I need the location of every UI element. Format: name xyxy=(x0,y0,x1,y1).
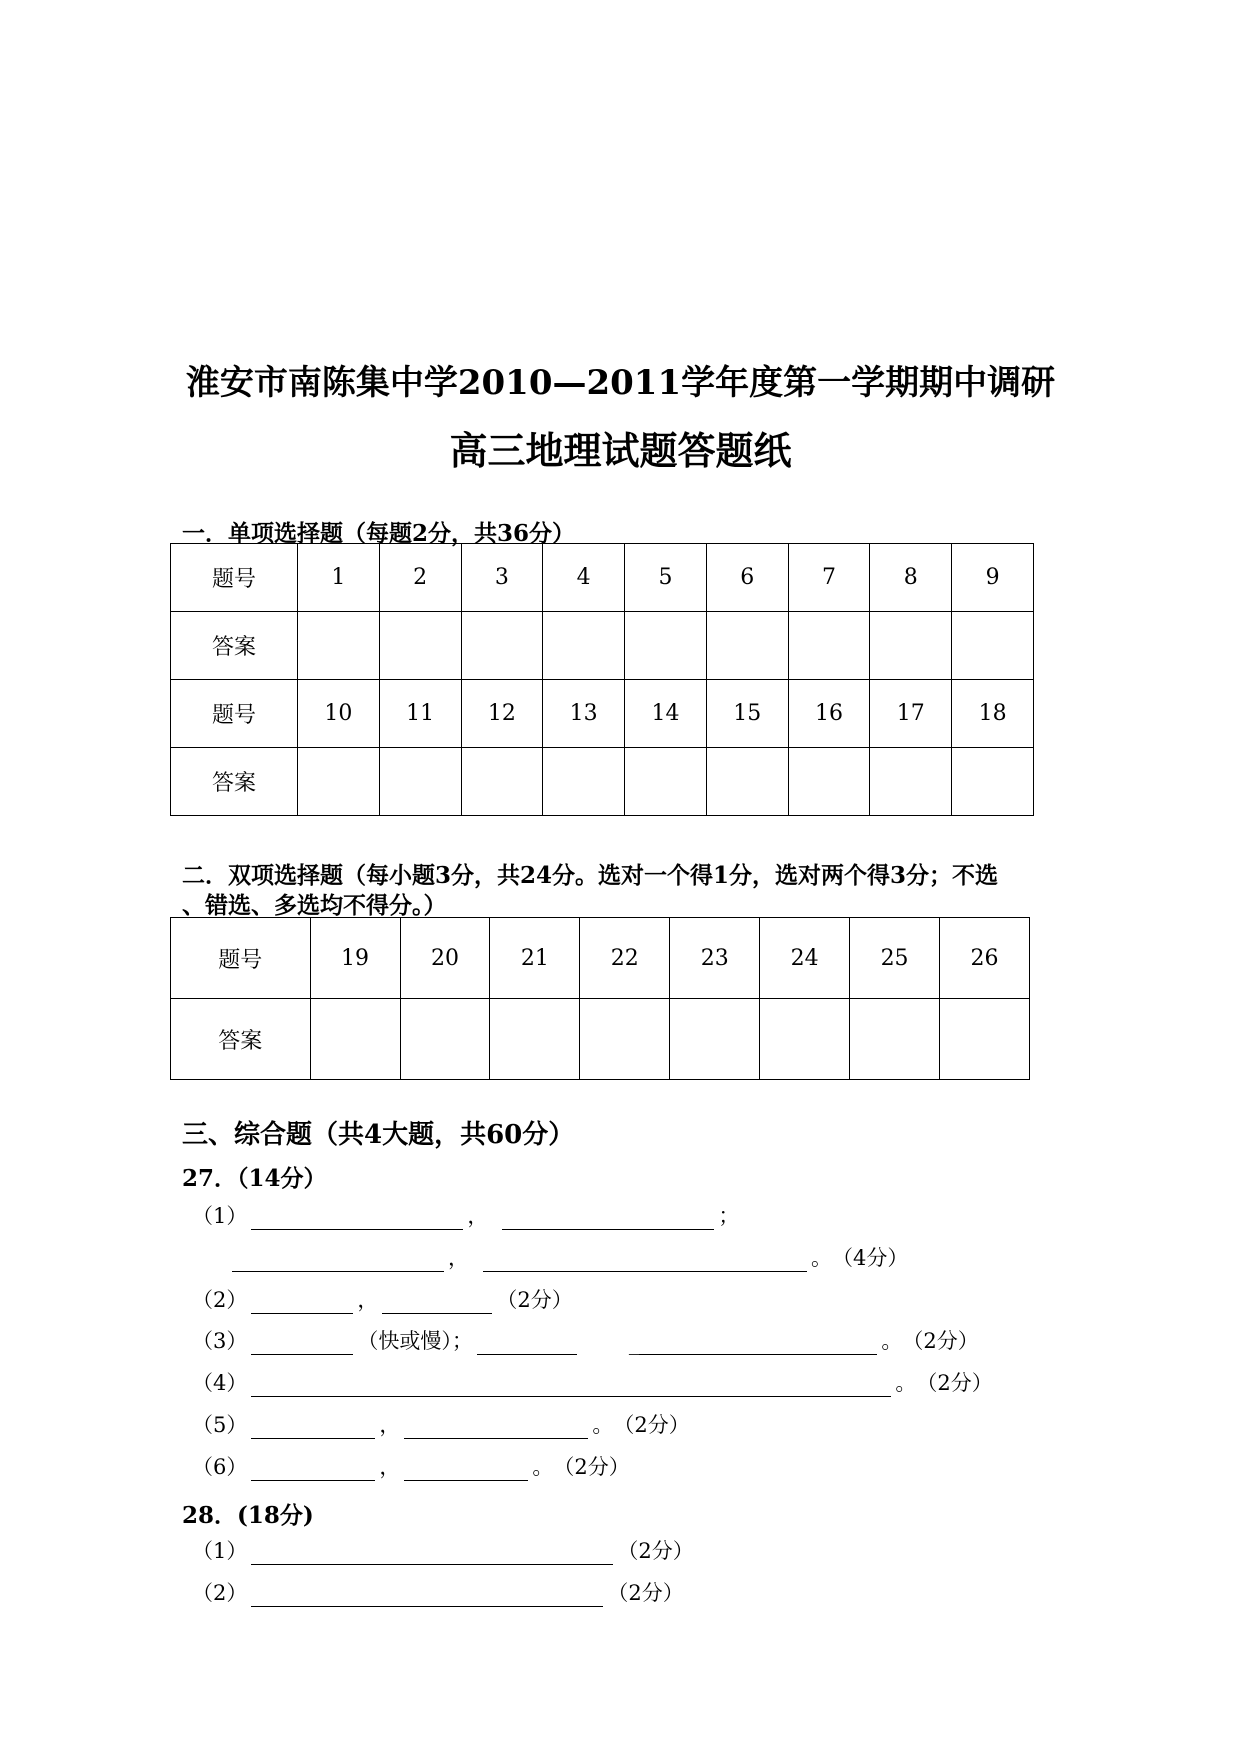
q27-part2-row xyxy=(192,1284,573,1314)
section2-heading-line2: 、错选、多选均不得分。） xyxy=(182,892,447,919)
part-label: （4） xyxy=(192,1371,248,1395)
score: （2分） xyxy=(617,1539,694,1563)
answer-blank[interactable] xyxy=(639,1330,877,1355)
question-number: 7 xyxy=(788,544,870,612)
part-label: （2） xyxy=(192,1288,248,1312)
question-number: 10 xyxy=(297,680,379,748)
answer-blank[interactable] xyxy=(251,1289,353,1314)
question-number: 24 xyxy=(760,918,850,999)
score: （4分） xyxy=(832,1246,909,1270)
answer-blank[interactable] xyxy=(251,1540,613,1565)
q27-part5-row xyxy=(192,1409,690,1439)
answer-blank[interactable] xyxy=(251,1582,603,1607)
semicolon: ； xyxy=(718,1204,740,1228)
answer-cell[interactable] xyxy=(625,612,707,680)
question-number: 15 xyxy=(706,680,788,748)
table-row xyxy=(171,680,1034,748)
part-label: （6） xyxy=(192,1455,248,1479)
table-row xyxy=(171,999,1030,1080)
question-number: 6 xyxy=(706,544,788,612)
section2-heading-line1: 二．双项选择题（每小题3分，共24分。选对一个得1分，选对两个得3分；不选 xyxy=(182,862,999,889)
question-number: 23 xyxy=(670,918,760,999)
period: 。 xyxy=(811,1246,832,1270)
q28-part2-row xyxy=(192,1577,684,1607)
question-number: 9 xyxy=(952,544,1034,612)
answer-cell[interactable] xyxy=(297,612,379,680)
row-label-answer: 答案 xyxy=(171,999,311,1080)
question-number: 18 xyxy=(952,680,1034,748)
score: （2分） xyxy=(613,1413,690,1437)
question-number: 16 xyxy=(788,680,870,748)
question-number: 13 xyxy=(543,680,625,748)
question-number: 4 xyxy=(543,544,625,612)
answer-cell[interactable] xyxy=(580,999,670,1080)
question-number: 8 xyxy=(870,544,952,612)
answer-cell[interactable] xyxy=(670,999,760,1080)
table-row xyxy=(171,544,1034,612)
document-subtitle: 高三地理试题答题纸 xyxy=(449,428,792,473)
underscore-mark: _ xyxy=(628,1331,640,1355)
score: （2分） xyxy=(916,1371,993,1395)
q27-part3-row xyxy=(192,1325,979,1355)
score: （2分） xyxy=(607,1581,684,1605)
question-number: 19 xyxy=(310,918,400,999)
comma: ， xyxy=(357,1288,379,1312)
question-number: 1 xyxy=(297,544,379,612)
table-row xyxy=(171,748,1034,816)
answer-blank[interactable] xyxy=(251,1372,891,1397)
answer-blank[interactable] xyxy=(251,1456,375,1481)
answer-blank[interactable] xyxy=(382,1289,492,1314)
q28-title: 28．(18分) xyxy=(182,1502,314,1529)
answer-cell[interactable] xyxy=(625,748,707,816)
answer-blank[interactable] xyxy=(251,1205,463,1230)
document-title: 淮安市南陈集中学2010—2011学年度第一学期期中调研 xyxy=(185,363,1056,403)
section1-heading: 一．单项选择题（每题2分，共36分） xyxy=(182,520,576,547)
answer-cell[interactable] xyxy=(706,748,788,816)
answer-blank[interactable] xyxy=(483,1247,807,1272)
answer-cell[interactable] xyxy=(310,999,400,1080)
q27-part6-row xyxy=(192,1451,630,1481)
part-label: （5） xyxy=(192,1413,248,1437)
answer-cell[interactable] xyxy=(461,748,543,816)
period: 。 xyxy=(895,1371,917,1395)
part-label: （2） xyxy=(192,1581,248,1605)
row-label-question: 题号 xyxy=(171,680,298,748)
question-number: 22 xyxy=(580,918,670,999)
question-number: 25 xyxy=(850,918,940,999)
table-row xyxy=(171,918,1030,999)
q27-part1-row xyxy=(192,1200,739,1230)
section3-heading: 三、综合题（共4大题，共60分） xyxy=(182,1120,575,1150)
part-label: （3） xyxy=(192,1329,248,1353)
question-number: 12 xyxy=(461,680,543,748)
comma: ， xyxy=(379,1413,401,1437)
question-number: 14 xyxy=(625,680,707,748)
section2-answer-table xyxy=(170,917,1030,1080)
q27-part1-row2 xyxy=(228,1242,908,1272)
part-label: （1） xyxy=(192,1539,248,1563)
answer-cell[interactable] xyxy=(760,999,850,1080)
period: 。 xyxy=(881,1329,903,1353)
answer-cell[interactable] xyxy=(788,748,870,816)
hint-text: （快或慢）； xyxy=(357,1329,473,1353)
question-number: 3 xyxy=(461,544,543,612)
score: （2分） xyxy=(902,1329,979,1353)
question-number: 2 xyxy=(379,544,461,612)
q27-part4-row xyxy=(192,1367,993,1397)
q28-part1-row xyxy=(192,1535,694,1565)
question-number: 5 xyxy=(625,544,707,612)
answer-cell[interactable] xyxy=(379,748,461,816)
answer-cell[interactable] xyxy=(870,748,952,816)
answer-cell[interactable] xyxy=(788,612,870,680)
period: 。 xyxy=(592,1413,614,1437)
answer-cell[interactable] xyxy=(940,999,1030,1080)
answer-cell[interactable] xyxy=(461,612,543,680)
answer-cell[interactable] xyxy=(543,612,625,680)
comma: ， xyxy=(448,1246,469,1270)
table-row xyxy=(171,612,1034,680)
answer-cell[interactable] xyxy=(870,612,952,680)
answer-cell[interactable] xyxy=(400,999,490,1080)
answer-blank[interactable] xyxy=(404,1414,588,1439)
answer-cell[interactable] xyxy=(952,612,1034,680)
row-label-question: 题号 xyxy=(171,918,311,999)
answer-blank[interactable] xyxy=(477,1330,577,1355)
question-number: 17 xyxy=(870,680,952,748)
answer-cell[interactable] xyxy=(952,748,1034,816)
answer-blank[interactable] xyxy=(502,1205,714,1230)
row-label-question: 题号 xyxy=(171,544,298,612)
answer-cell[interactable] xyxy=(297,748,379,816)
question-number: 21 xyxy=(490,918,580,999)
question-number: 20 xyxy=(400,918,490,999)
answer-blank[interactable] xyxy=(404,1456,528,1481)
q27-title: 27．（14分） xyxy=(182,1165,327,1192)
comma: ， xyxy=(467,1204,489,1228)
answer-cell[interactable] xyxy=(379,612,461,680)
answer-cell[interactable] xyxy=(850,999,940,1080)
question-number: 26 xyxy=(940,918,1030,999)
part-label: （1） xyxy=(192,1204,248,1228)
answer-cell[interactable] xyxy=(490,999,580,1080)
section1-answer-table xyxy=(170,543,1034,816)
row-label-answer: 答案 xyxy=(171,748,298,816)
answer-blank[interactable] xyxy=(251,1330,353,1355)
period: 。 xyxy=(532,1455,554,1479)
answer-blank[interactable] xyxy=(232,1247,444,1272)
comma: ， xyxy=(379,1455,401,1479)
score: （2分） xyxy=(496,1288,573,1312)
answer-blank[interactable] xyxy=(251,1414,375,1439)
score: （2分） xyxy=(553,1455,630,1479)
answer-cell[interactable] xyxy=(543,748,625,816)
answer-cell[interactable] xyxy=(706,612,788,680)
question-number: 11 xyxy=(379,680,461,748)
row-label-answer: 答案 xyxy=(171,612,298,680)
